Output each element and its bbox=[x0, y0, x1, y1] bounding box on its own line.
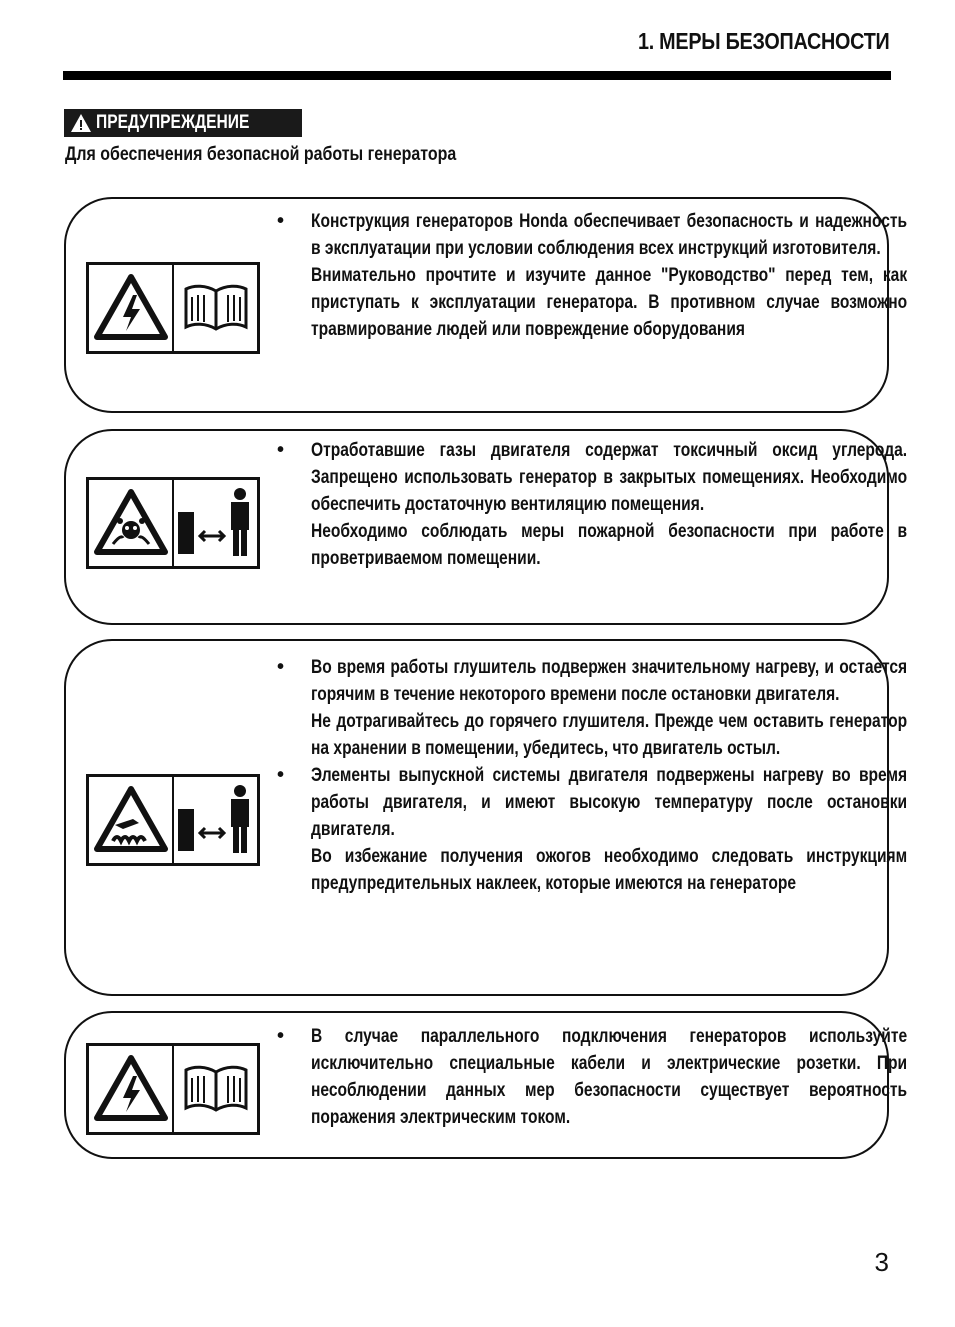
section-title: 1. МЕРЫ БЕЗОПАСНОСТИ bbox=[637, 28, 889, 54]
toxic-gas-warning-icon bbox=[93, 488, 169, 558]
electric-shock-warning-icon bbox=[93, 1054, 169, 1124]
header-rule bbox=[63, 71, 891, 80]
keep-distance-icon bbox=[176, 783, 256, 857]
safety-section-hot-muffler bbox=[64, 639, 908, 996]
pictogram-panel bbox=[86, 262, 260, 354]
read-manual-icon bbox=[182, 283, 250, 333]
safety-section-exhaust-gas bbox=[64, 429, 908, 625]
pictogram-panel bbox=[86, 1043, 260, 1135]
list-item: • Элементы выпускной системы двигателя подвержены нагреву во время работы двигателя, и имеют высокую температуру после остановки двигателя. Во избежание получения ожогов необходимо следовать инструкциям предупредительных наклеек, которые имеются на генераторе bbox=[277, 764, 908, 894]
warning-subtitle: Для обеспечения безопасной работы генератора bbox=[65, 144, 457, 165]
page-number: 3 bbox=[874, 1247, 889, 1277]
list-item: • Отработавшие газы двигателя содержат токсичный оксид углерода. Запрещено использовать генератор в закрытых помещениях. Необходимо обеспечить достаточную вентиляцию помещения. Необходимо соблюдать меры пожарной безопасности при работе в проветриваемом помещении. bbox=[277, 439, 908, 569]
pictogram-panel bbox=[86, 477, 260, 569]
keep-distance-icon bbox=[176, 486, 256, 560]
warning-triangle-icon bbox=[70, 113, 92, 133]
list-item: • Конструкция генераторов Honda обеспечивает безопасность и надежность в эксплуатации при условии соблюдения всех инструкций изготовителя. Внимательно прочтите и изучите данное "Руководство" перед тем, как приступать к эксплуатации генератора. В противном случае возможно травмирование людей или повреждение оборудования bbox=[277, 210, 908, 340]
warning-label: ПРЕДУПРЕЖДЕНИЕ bbox=[96, 112, 250, 133]
hot-surface-warning-icon bbox=[93, 785, 169, 855]
warning-badge bbox=[64, 109, 302, 137]
electric-shock-warning-icon bbox=[93, 273, 169, 343]
pictogram-panel bbox=[86, 774, 260, 866]
read-manual-icon bbox=[182, 1064, 250, 1114]
list-item: • Во время работы глушитель подвержен значительному нагреву, и остается горячим в течение некоторого времени после остановки двигателя. Не дотрагивайтесь до горячего глушителя. Прежде чем оставить генератор на хранении в помещении, убедитесь, что двигатель остыл. bbox=[277, 656, 908, 759]
safety-section-electric bbox=[64, 197, 908, 413]
safety-section-parallel-connection bbox=[64, 1011, 908, 1159]
list-item: • В случае параллельного подключения генераторов используйте исключительно специальные кабели и электрические розетки. При несоблюдении данных мер безопасности существует вероятность поражения электрическим током. bbox=[277, 1025, 908, 1128]
